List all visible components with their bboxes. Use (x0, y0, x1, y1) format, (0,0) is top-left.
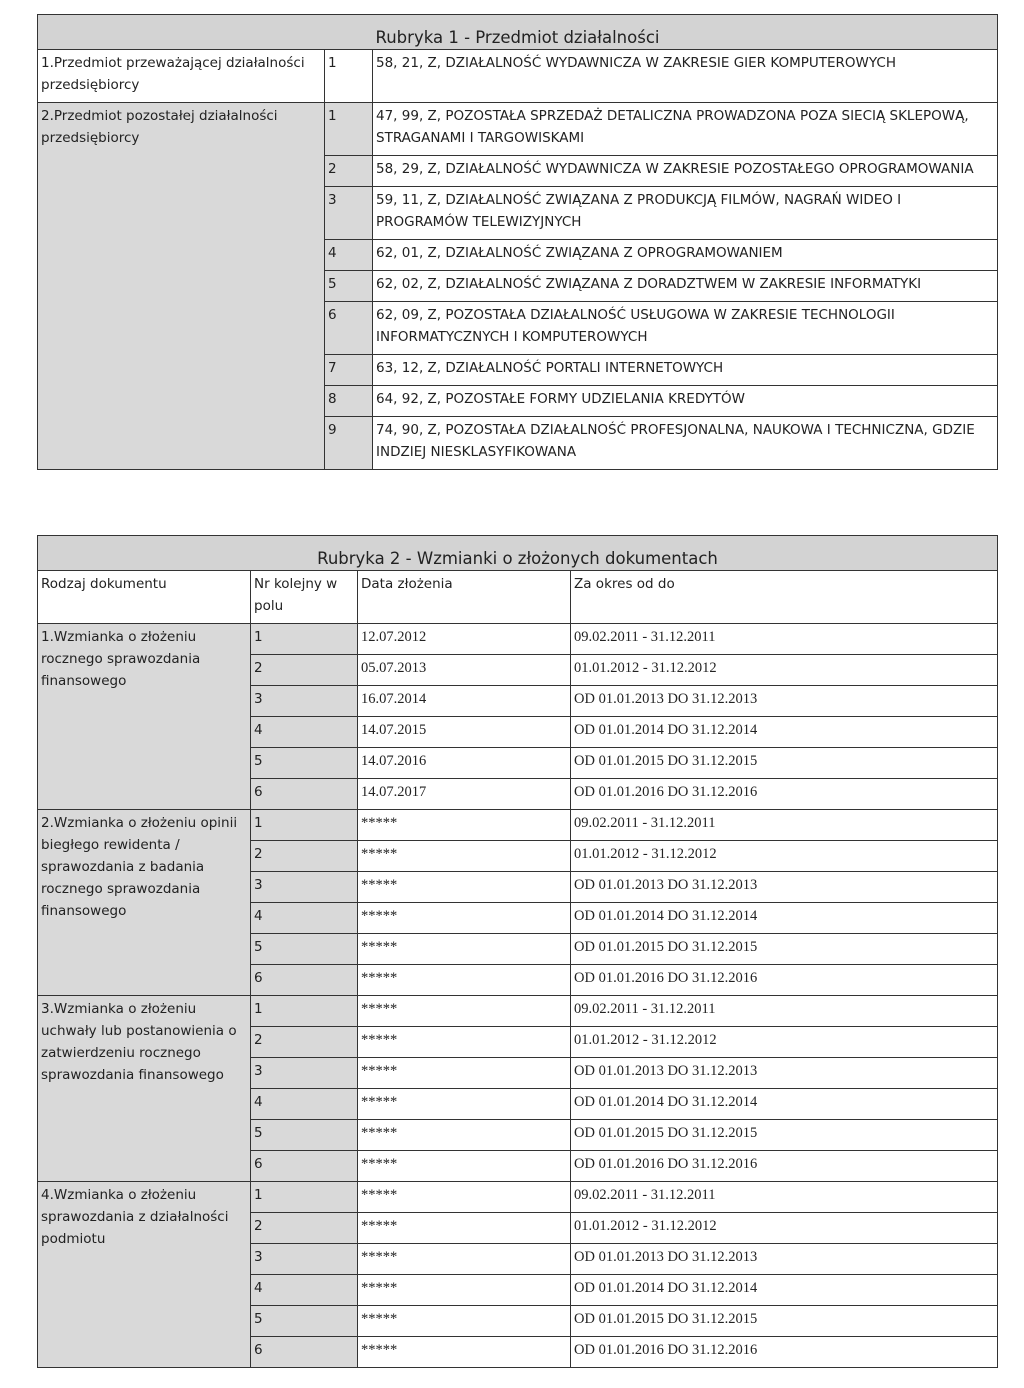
entry-period: OD 01.01.2016 DO 31.12.2016 (571, 779, 998, 810)
entry-nr: 6 (251, 779, 358, 810)
document-type-label: 4.Wzmianka o złożeniu sprawozdania z działalności podmiotu (38, 1182, 251, 1368)
entry-period: OD 01.01.2016 DO 31.12.2016 (571, 1151, 998, 1182)
table-row (38, 1182, 998, 1213)
entry-date: ***** (358, 810, 571, 841)
entry-period: OD 01.01.2013 DO 31.12.2013 (571, 686, 998, 717)
entry-nr: 6 (251, 1337, 358, 1368)
entry-nr: 1 (251, 810, 358, 841)
entry-period: OD 01.01.2013 DO 31.12.2013 (571, 1058, 998, 1089)
document-type-label: 2.Wzmianka o złożeniu opinii biegłego rewidenta / sprawozdania z badania rocznego sprawozdania finansowego (38, 810, 251, 996)
entry-period: OD 01.01.2014 DO 31.12.2014 (571, 1089, 998, 1120)
entry-period: OD 01.01.2015 DO 31.12.2015 (571, 1120, 998, 1151)
entry-date: ***** (358, 1337, 571, 1368)
entry-nr: 4 (251, 903, 358, 934)
document-type-label: 3.Wzmianka o złożeniu uchwały lub postanowienia o zatwierdzeniu rocznego sprawozdania finansowego (38, 996, 251, 1182)
entry-period: OD 01.01.2014 DO 31.12.2014 (571, 903, 998, 934)
entry-date: ***** (358, 872, 571, 903)
entry-date: ***** (358, 996, 571, 1027)
entry-period: OD 01.01.2013 DO 31.12.2013 (571, 1244, 998, 1275)
entry-period: OD 01.01.2015 DO 31.12.2015 (571, 1306, 998, 1337)
entry-date: ***** (358, 1089, 571, 1120)
entry-period: OD 01.01.2016 DO 31.12.2016 (571, 965, 998, 996)
entry-period: 09.02.2011 - 31.12.2011 (571, 810, 998, 841)
activity-nr: 1 (325, 103, 373, 156)
entry-period: 09.02.2011 - 31.12.2011 (571, 1182, 998, 1213)
entry-date: 14.07.2016 (358, 748, 571, 779)
entry-nr: 5 (251, 748, 358, 779)
activity-value: 62, 02, Z, DZIAŁALNOŚĆ ZWIĄZANA Z DORADZTWEM W ZAKRESIE INFORMATYKI (373, 271, 998, 302)
main-activity-nr: 1 (325, 50, 373, 103)
main-activity-value: 58, 21, Z, DZIAŁALNOŚĆ WYDAWNICZA W ZAKRESIE GIER KOMPUTEROWYCH (373, 50, 998, 103)
entry-period: 09.02.2011 - 31.12.2011 (571, 624, 998, 655)
table-row (38, 810, 998, 841)
activity-value: 62, 09, Z, POZOSTAŁA DZIAŁALNOŚĆ USŁUGOWA W ZAKRESIE TECHNOLOGII INFORMATYCZNYCH I KOMPUTEROWYCH (373, 302, 998, 355)
activity-nr: 3 (325, 187, 373, 240)
activity-value: 64, 92, Z, POZOSTAŁE FORMY UDZIELANIA KREDYTÓW (373, 386, 998, 417)
entry-date: ***** (358, 1182, 571, 1213)
activity-nr: 9 (325, 417, 373, 470)
entry-date: ***** (358, 1027, 571, 1058)
entry-date: ***** (358, 1120, 571, 1151)
entry-nr: 5 (251, 1306, 358, 1337)
entry-date: ***** (358, 1151, 571, 1182)
entry-period: OD 01.01.2016 DO 31.12.2016 (571, 1337, 998, 1368)
header-period: Za okres od do (571, 571, 998, 624)
entry-nr: 3 (251, 872, 358, 903)
activity-value: 47, 99, Z, POZOSTAŁA SPRZEDAŻ DETALICZNA PROWADZONA POZA SIECIĄ SKLEPOWĄ, STRAGANAMI I TARGOWISKAMI (373, 103, 998, 156)
entry-period: OD 01.01.2014 DO 31.12.2014 (571, 1275, 998, 1306)
header-nr: Nr kolejny w polu (251, 571, 358, 624)
section-2-table (37, 535, 998, 1368)
entry-period: 09.02.2011 - 31.12.2011 (571, 996, 998, 1027)
entry-nr: 3 (251, 1244, 358, 1275)
entry-date: 05.07.2013 (358, 655, 571, 686)
entry-date: ***** (358, 1213, 571, 1244)
entry-date: ***** (358, 841, 571, 872)
entry-date: ***** (358, 903, 571, 934)
entry-date: 14.07.2017 (358, 779, 571, 810)
entry-nr: 3 (251, 686, 358, 717)
entry-period: 01.01.2012 - 31.12.2012 (571, 1027, 998, 1058)
entry-nr: 5 (251, 1120, 358, 1151)
other-activity-label: 2.Przedmiot pozostałej działalności przedsiębiorcy (38, 103, 325, 470)
activity-value: 58, 29, Z, DZIAŁALNOŚĆ WYDAWNICZA W ZAKRESIE POZOSTAŁEGO OPROGRAMOWANIA (373, 156, 998, 187)
header-document-type: Rodzaj dokumentu (38, 571, 251, 624)
entry-date: 12.07.2012 (358, 624, 571, 655)
entry-period: OD 01.01.2014 DO 31.12.2014 (571, 717, 998, 748)
entry-period: OD 01.01.2015 DO 31.12.2015 (571, 748, 998, 779)
activity-nr: 8 (325, 386, 373, 417)
entry-period: 01.01.2012 - 31.12.2012 (571, 841, 998, 872)
entry-date: ***** (358, 934, 571, 965)
entry-date: ***** (358, 1275, 571, 1306)
entry-nr: 1 (251, 624, 358, 655)
table-row (38, 624, 998, 655)
activity-value: 62, 01, Z, DZIAŁALNOŚĆ ZWIĄZANA Z OPROGRAMOWANIEM (373, 240, 998, 271)
entry-date: ***** (358, 1306, 571, 1337)
document-type-label: 1.Wzmianka o złożeniu rocznego sprawozdania finansowego (38, 624, 251, 810)
entry-nr: 3 (251, 1058, 358, 1089)
activity-nr: 4 (325, 240, 373, 271)
entry-nr: 2 (251, 1213, 358, 1244)
entry-nr: 2 (251, 841, 358, 872)
section-2-title: Rubryka 2 - Wzmianki o złożonych dokumentach (38, 536, 998, 571)
activity-value: 63, 12, Z, DZIAŁALNOŚĆ PORTALI INTERNETOWYCH (373, 355, 998, 386)
entry-date: 16.07.2014 (358, 686, 571, 717)
table-row (38, 996, 998, 1027)
entry-nr: 1 (251, 996, 358, 1027)
entry-period: 01.01.2012 - 31.12.2012 (571, 655, 998, 686)
entry-nr: 4 (251, 1275, 358, 1306)
activity-nr: 6 (325, 302, 373, 355)
entry-nr: 5 (251, 934, 358, 965)
section-1-title: Rubryka 1 - Przedmiot działalności (38, 15, 998, 50)
activity-value: 74, 90, Z, POZOSTAŁA DZIAŁALNOŚĆ PROFESJONALNA, NAUKOWA I TECHNICZNA, GDZIE INDZIEJ NIESKLASYFIKOWANA (373, 417, 998, 470)
header-date: Data złożenia (358, 571, 571, 624)
entry-date: ***** (358, 965, 571, 996)
activity-nr: 2 (325, 156, 373, 187)
main-activity-label: 1.Przedmiot przeważającej działalności przedsiębiorcy (38, 50, 325, 103)
entry-nr: 4 (251, 717, 358, 748)
entry-period: OD 01.01.2015 DO 31.12.2015 (571, 934, 998, 965)
entry-date: ***** (358, 1244, 571, 1275)
entry-period: OD 01.01.2013 DO 31.12.2013 (571, 872, 998, 903)
entry-nr: 6 (251, 1151, 358, 1182)
section-1-table (37, 14, 998, 470)
entry-date: 14.07.2015 (358, 717, 571, 748)
entry-nr: 6 (251, 965, 358, 996)
activity-nr: 7 (325, 355, 373, 386)
activity-nr: 5 (325, 271, 373, 302)
entry-nr: 1 (251, 1182, 358, 1213)
activity-value: 59, 11, Z, DZIAŁALNOŚĆ ZWIĄZANA Z PRODUKCJĄ FILMÓW, NAGRAŃ WIDEO I PROGRAMÓW TELEWIZYJNYCH (373, 187, 998, 240)
entry-nr: 2 (251, 1027, 358, 1058)
entry-nr: 2 (251, 655, 358, 686)
entry-date: ***** (358, 1058, 571, 1089)
entry-period: 01.01.2012 - 31.12.2012 (571, 1213, 998, 1244)
entry-nr: 4 (251, 1089, 358, 1120)
